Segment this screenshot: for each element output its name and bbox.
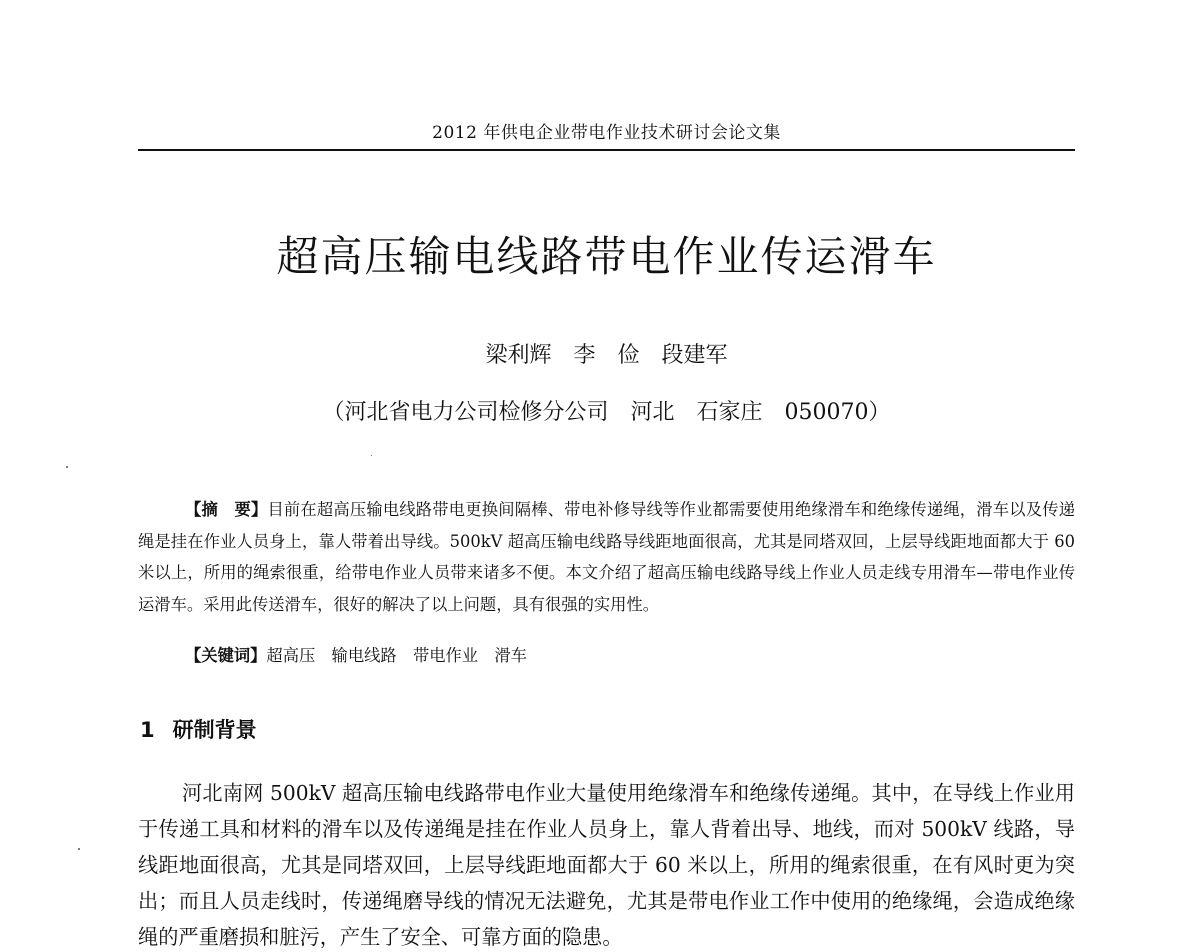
keywords-text: 超高压 输电线路 带电作业 滑车 — [266, 646, 527, 665]
paper-title: 超高压输电线路带电作业传运滑车 — [276, 232, 937, 281]
abstract-text: 目前在超高压输电线路带电更换间隔棒、带电补修导线等作业都需要使用绝缘滑车和绝缘传递绳，滑车以及传递绳是挂在作业人员身上，靠人带着出导线。500kV 超高压输电线路导线距地面很高，尤其是同塔双回，上层导线距地面都大于 60 米以上，所用的绳索很重，给带电作业人员带来诸多不便。本文介绍了超高压输电线路导线上作业人员走线专用滑车—带电作业传运滑车。采用此传送滑车，很好的解决了以上问题，具有很强的实用性。 — [138, 500, 1075, 614]
authors: 梁利辉 李 俭 段建军 — [485, 343, 728, 368]
scan-speck — [66, 466, 68, 468]
affiliation: （河北省电力公司检修分公司 河北 石家庄 050070） — [322, 400, 891, 425]
section-heading — [140, 713, 257, 747]
header-rule — [138, 149, 1075, 151]
section-number: 1 — [140, 718, 155, 742]
scan-speck — [371, 455, 372, 456]
body-paragraph: 河北南网 500kV 超高压输电线路带电作业大量使用绝缘滑车和绝缘传递绳。其中，在导线上作业用于传递工具和材料的滑车以及传递绳是挂在作业人员身上，靠人背着出导、地线，而对 500kV 线路，导线距地面很高，尤其是同塔双回，上层导线距地面都大于 60 米以上，所用的绳索很重，在有风时更为突出；而且人员走线时，传递绳磨导线的情况无法避免，尤其是带电作业工作中使用的绝缘绳，会造成绝缘绳的严重磨损和脏污，产生了安全、可靠方面的隐患。 — [138, 781, 1075, 949]
scan-speck — [78, 848, 80, 850]
keywords-label: 【关键词】 — [185, 646, 267, 665]
abstract-label: 【摘 要】 — [185, 500, 268, 519]
section-title: 研制背景 — [172, 718, 257, 742]
keywords — [138, 640, 1075, 672]
abstract — [138, 494, 1075, 620]
running-header: 2012 年供电企业带电作业技术研讨会论文集 — [432, 123, 781, 143]
